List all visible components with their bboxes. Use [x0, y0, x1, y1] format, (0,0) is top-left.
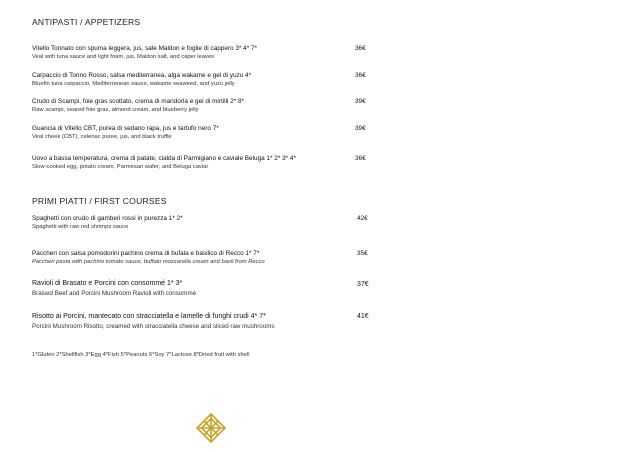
dish-name: Ravioli di Brasato e Porcini con consommé 1* 3* [32, 280, 183, 287]
dish-description: Spaghetti with raw red shrimps sauce [32, 224, 129, 230]
dish-price: 39€ [355, 125, 366, 132]
dish-name: Uovo a bassa temperatura, crema di patate, cialda di Parmigiano e caviale Beluga 1* 2* 3* 4* [32, 155, 296, 162]
dish-description: Veal with tuna sauce and light foam, jus, Maldon salt, and caper leaves [32, 54, 215, 60]
dish-description: Veal cheek (CBT), celeriac puree, jus, and black truffle [32, 134, 172, 140]
dish-name: Vitello Tonnato con spuma leggera, jus, sale Maldon e foglie di cappero 3* 4* 7* [32, 45, 258, 52]
dish-price: 36€ [355, 72, 366, 79]
menu-item-paccheri [32, 250, 377, 266]
section-title-primi-piatti: PRIMI PIATTI / FIRST COURSES [32, 196, 167, 206]
section-title-antipasti: ANTIPASTI / APPETIZERS [32, 17, 141, 27]
dish-name: Crudo di Scampi, foie gras scottato, crema di mandorla e gel di mirtilli 2* 8* [32, 98, 245, 105]
dish-description: Porcini Mushroom Risotto, creamed with stracciatella cheese and sliced raw mushrooms [32, 323, 275, 330]
dish-description: Bluefin tuna carpaccio, Mediterranean sauce, wakame seaweed, and yuzu jelly [32, 81, 235, 87]
dish-price: 42€ [357, 215, 368, 222]
dish-name: Risotto ai Porcini, mantecato con stracciatella e lamelle di funghi crudi 4* 7* [32, 313, 266, 320]
dish-name: Spaghetti con crudo di gamberi rossi in purezza 1* 2* [32, 215, 183, 222]
dish-description: Paccheri pasta with pachino tomato sauce, buffalo mozzarella cream and basil from Recco [32, 259, 265, 265]
menu-item-risotto [32, 313, 377, 331]
dish-price: 36€ [355, 155, 366, 162]
dish-description: Braised Beef and Porcini Mushroom Ravioli with consommé [32, 290, 197, 297]
restaurant-logo-icon [196, 413, 226, 443]
dish-name: Paccheri con salsa pomodorini pachino crema di bufala e basilico di Recco 1* 7* [32, 250, 260, 257]
dish-price: 37€ [357, 281, 369, 288]
menu-item-guancia-vitello [32, 125, 377, 141]
dish-price: 39€ [355, 98, 366, 105]
dish-name: Guancia di Vitello CBT, purea di sedano rapa, jus e tartufo nero 7* [32, 125, 219, 132]
menu-item-ravioli [32, 280, 377, 298]
dish-name: Carpaccio di Tonno Rosso, salsa mediterranea, alga wakame e gel di yuzu 4* [32, 72, 252, 79]
menu-item-crudo-scampi [32, 98, 377, 114]
menu-item-spaghetti [32, 215, 377, 231]
menu-item-uovo [32, 155, 377, 171]
dish-price: 35€ [357, 250, 368, 257]
allergen-legend: 1*Gluten 2*Shellfish 3*Egg 4*Fish 5*Peanuts 6*Soy 7*Lactose 8*Dried fruit with shell [32, 352, 250, 358]
dish-price: 36€ [355, 45, 366, 52]
menu-item-vitello-tonnato [32, 45, 377, 61]
dish-description: Slow-cooked egg, potato cream, Parmesan wafer, and Beluga caviar [32, 164, 209, 170]
dish-price: 41€ [357, 313, 369, 320]
dish-description: Raw scampi, seared foie gras, almond cream, and blueberry jelly [32, 107, 199, 113]
menu-item-carpaccio-tonno [32, 72, 377, 88]
